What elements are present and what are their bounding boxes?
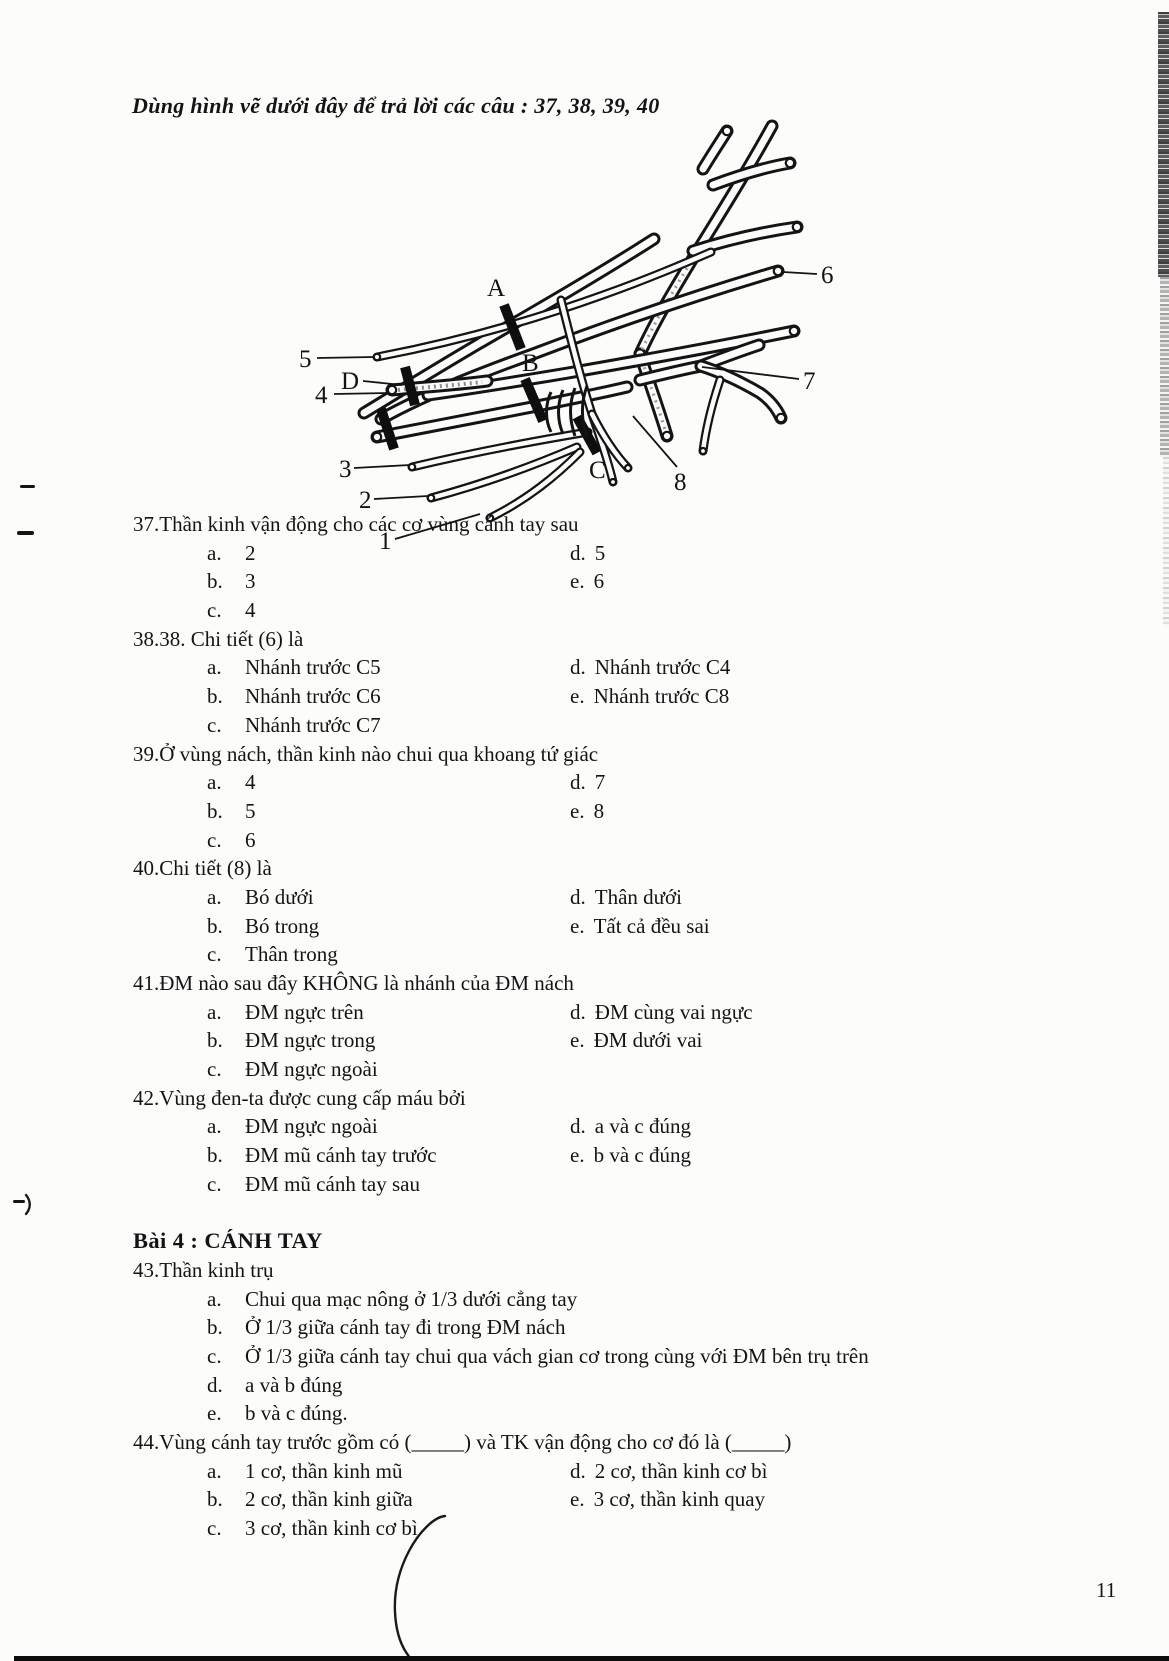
option-text: 5: [594, 540, 606, 565]
question-stem: 38.38. Chi tiết (6) là: [133, 626, 304, 651]
option-right-column: [570, 567, 604, 596]
option-text: b và c đúng: [593, 1143, 691, 1168]
option-text: Nhánh trước C5: [245, 655, 381, 680]
option-key: a.: [207, 1286, 222, 1311]
option-text: 4: [245, 770, 256, 795]
label-3: 3: [339, 456, 352, 483]
option-text: a và b đúng: [245, 1372, 343, 1397]
option-key: d.: [570, 770, 586, 795]
option-key: d.: [570, 999, 586, 1024]
option-row: [133, 1313, 1133, 1342]
option-text: 6: [593, 569, 605, 594]
question-stem: 42.Vùng đen-ta được cung cấp máu bởi: [133, 1085, 466, 1110]
option-key: b.: [207, 798, 223, 823]
option-key: d.: [570, 655, 586, 680]
option-text: ĐM mũ cánh tay trước: [245, 1143, 437, 1168]
option-key: b.: [207, 913, 223, 938]
section-heading: Bài 4 : CÁNH TAY: [133, 1228, 323, 1254]
margin-mark: [20, 485, 35, 488]
option-key: d.: [570, 1458, 586, 1483]
option-key: c.: [207, 712, 222, 737]
option-text: ĐM cùng vai ngực: [594, 999, 753, 1024]
option-text: 2 cơ, thần kinh giữa: [245, 1487, 413, 1512]
option-row: [133, 653, 1133, 682]
option-text: Ở 1/3 giữa cánh tay đi trong ĐM nách: [245, 1315, 566, 1340]
option-text: ĐM ngực ngoài: [245, 1114, 378, 1139]
option-row: [133, 1055, 1133, 1084]
option-row: [133, 1112, 1133, 1141]
option-key: b.: [207, 569, 223, 594]
option-text: ĐM ngực trên: [245, 999, 364, 1024]
margin-mark: [13, 1200, 25, 1203]
option-text: Nhánh trước C6: [245, 684, 381, 709]
nerve-tubes: [364, 126, 797, 518]
option-key: d.: [570, 884, 586, 909]
option-text: 2 cơ, thần kinh cơ bì: [594, 1458, 768, 1483]
question-stem: 39.Ở vùng nách, thần kinh nào chui qua khoang tứ giác: [133, 741, 599, 766]
option-text: ĐM dưới vai: [593, 1028, 703, 1053]
option-key: a.: [207, 1458, 222, 1483]
label-5: 5: [299, 346, 312, 373]
label-7: 7: [803, 368, 816, 395]
label-8: 8: [674, 469, 687, 496]
option-key: a.: [207, 655, 222, 680]
option-text: ĐM mũ cánh tay sau: [245, 1171, 420, 1196]
option-text: Thân dưới: [594, 884, 682, 909]
option-text: ĐM ngực trong: [245, 1028, 376, 1053]
option-text: b và c đúng.: [245, 1401, 348, 1426]
option-key: a.: [207, 540, 222, 565]
option-key: a.: [207, 1114, 222, 1139]
option-key: c.: [207, 1171, 222, 1196]
option-row: [133, 883, 1133, 912]
option-right-column: [570, 1141, 691, 1170]
option-right-column: [570, 998, 753, 1027]
option-right-column: [570, 1457, 767, 1486]
option-text: 6: [245, 827, 256, 852]
option-right-column: [570, 883, 682, 912]
option-right-column: [570, 1112, 691, 1141]
option-key: c.: [207, 942, 222, 967]
option-right-column: [570, 1026, 702, 1055]
option-right-column: [570, 1485, 765, 1514]
option-key: b.: [207, 684, 223, 709]
bottom-scan-line: [14, 1656, 1169, 1661]
option-key: c.: [207, 827, 222, 852]
option-key: b.: [207, 1315, 223, 1340]
figure-instruction: Dùng hình vẽ dưới đây để trả lời các câu : 37, 38, 39, 40: [132, 93, 660, 118]
option-text: 8: [593, 798, 605, 823]
option-row: [133, 768, 1133, 797]
label-4: 4: [315, 382, 328, 409]
option-right-column: [570, 912, 710, 941]
option-key: d.: [570, 1114, 586, 1139]
option-key: a.: [207, 770, 222, 795]
option-row: [133, 1026, 1133, 1055]
option-row: [133, 1285, 1133, 1314]
option-row: [133, 682, 1133, 711]
option-key: c.: [207, 1343, 222, 1368]
option-right-column: [570, 768, 605, 797]
option-text: Bó dưới: [245, 884, 314, 909]
option-text: 3 cơ, thần kinh cơ bì: [245, 1516, 418, 1541]
option-text: 2: [245, 540, 256, 565]
option-text: Nhánh trước C7: [245, 712, 381, 737]
option-row: [133, 1485, 1133, 1514]
option-row: [133, 912, 1133, 941]
option-key: e.: [207, 1401, 222, 1426]
label-2: 2: [359, 487, 372, 514]
margin-mark: [17, 531, 34, 535]
option-text: 3: [245, 569, 256, 594]
question-stem: 37.Thần kinh vận động cho các cơ vùng cánh tay sau: [133, 512, 579, 536]
option-key: e.: [570, 1143, 585, 1168]
option-text: 4: [245, 598, 256, 623]
option-key: e.: [570, 684, 585, 709]
option-right-column: [570, 797, 604, 826]
option-key: c.: [207, 598, 222, 623]
option-text: 7: [594, 770, 606, 795]
option-row: [133, 1170, 1133, 1199]
option-text: Tất cả đều sai: [593, 913, 710, 938]
label-C: C: [589, 457, 606, 484]
question-stem: 40.Chi tiết (8) là: [133, 856, 272, 881]
option-key: e.: [570, 798, 585, 823]
option-right-column: [570, 682, 729, 711]
option-right-column: [570, 653, 730, 682]
option-key: d.: [570, 540, 586, 565]
label-D: D: [341, 368, 360, 395]
option-row: [133, 940, 1133, 969]
option-row: [133, 1371, 1133, 1400]
option-row: [133, 1457, 1133, 1486]
label-A: A: [487, 275, 506, 302]
option-text: Chui qua mạc nông ở 1/3 dưới cẳng tay: [245, 1286, 578, 1311]
option-text: a và c đúng: [594, 1114, 691, 1139]
option-text: Nhánh trước C4: [594, 655, 731, 680]
option-row: [133, 797, 1133, 826]
option-key: e.: [570, 1487, 585, 1512]
page-number: 11: [1096, 1578, 1117, 1602]
option-key: e.: [570, 569, 585, 594]
option-text: 5: [245, 798, 256, 823]
option-key: b.: [207, 1487, 223, 1512]
option-text: Thân trong: [245, 942, 338, 967]
option-row: [133, 567, 1133, 596]
option-row: [133, 1342, 1133, 1371]
label-1: 1: [379, 528, 392, 555]
option-key: b.: [207, 1143, 223, 1168]
option-key: d.: [207, 1372, 223, 1397]
option-key: e.: [570, 913, 585, 938]
option-right-column: [570, 539, 605, 568]
label-B: B: [522, 350, 539, 377]
option-row: [133, 596, 1133, 625]
question-stem: 41.ĐM nào sau đây KHÔNG là nhánh của ĐM nách: [133, 971, 574, 995]
question-list: [133, 510, 1133, 1543]
option-row: [133, 539, 1133, 568]
option-row: [133, 998, 1133, 1027]
option-text: 3 cơ, thần kinh quay: [593, 1487, 766, 1512]
option-key: c.: [207, 1516, 222, 1541]
option-row: [133, 1399, 1133, 1428]
question-stem: 43.Thần kinh trụ: [133, 1257, 274, 1282]
option-text: Ở 1/3 giữa cánh tay chui qua vách gian cơ trong cùng với ĐM bên trụ trên: [245, 1343, 869, 1368]
margin-paren-mark: [26, 1195, 30, 1214]
option-key: c.: [207, 1057, 222, 1082]
option-text: 1 cơ, thần kinh mũ: [245, 1458, 403, 1483]
label-6: 6: [821, 262, 834, 289]
option-key: b.: [207, 1028, 223, 1053]
option-key: a.: [207, 999, 222, 1024]
option-text: Bó trong: [245, 913, 320, 938]
scan-edge-noise: [1163, 457, 1169, 627]
option-row: [133, 826, 1133, 855]
option-key: a.: [207, 884, 222, 909]
option-row: [133, 711, 1133, 740]
option-row: [133, 1141, 1133, 1170]
question-stem: 44.Vùng cánh tay trước gồm có (_____) và TK vận động cho cơ đó là (_____): [133, 1430, 792, 1454]
scan-edge-noise: [1160, 277, 1169, 457]
option-key: e.: [570, 1028, 585, 1053]
scan-edge-noise: [1158, 12, 1169, 277]
option-text: Nhánh trước C8: [593, 684, 730, 709]
option-text: ĐM ngực ngoài: [245, 1057, 378, 1082]
option-row: [133, 1514, 1133, 1543]
